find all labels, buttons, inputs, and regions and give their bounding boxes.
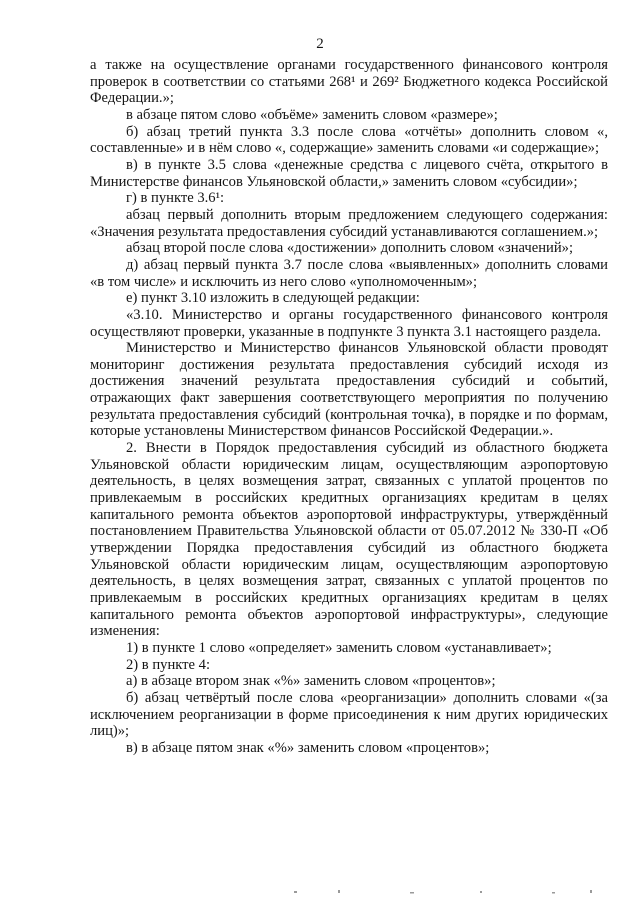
- paragraph: 2) в пункте 4:: [126, 656, 211, 673]
- paragraph: б) абзац четвёртый после слова «реорганизации» дополнить словами «(за исключением реорганизации в форме присоединения к ним других юридических лиц)»;: [90, 689, 608, 740]
- paragraph: в) в пункте 3.5 слова «денежные средства с лицевого счёта, открытого в Министерстве финансов Ульяновской области,» заменить словом «субсидии»;: [90, 156, 608, 190]
- paragraph: 1) в пункте 1 слово «определяет» заменить словом «устанавливает»;: [126, 639, 552, 656]
- paragraph: 2. Внести в Порядок предоставления субсидий из областного бюджета Ульяновской области юридическим лицам, осуществляющим аэропортовую деятельность, в целях возмещения затрат, связанных с уплатой процентов по привлекаемым в российских кредитных организациях кредитам в целях капитального ремонта объектов аэропортовой инфраструктуры, утверждённый постановлением Правительства Ульяновской области от 05.07.2012 № 330-П «Об утверждении Порядка предоставления субсидий из областного бюджета Ульяновской области юридическим лицам, осуществляющим аэропортовую деятельность, в целях возмещения затрат, связанных с уплатой процентов по привлекаемым в российских кредитных организациях кредитам в целях капитального ремонта объектов аэропортовой инфраструктуры», следующие изменения:: [90, 440, 608, 640]
- paragraph: абзац второй после слова «достижении» дополнить словом «значений»;: [126, 240, 574, 257]
- paragraph: «3.10. Министерство и органы государственного финансового контроля осуществляют проверки, указанные в подпункте 3 пункта 3.1 настоящего раздела.: [90, 306, 608, 340]
- paragraph: абзац первый дополнить вторым предложением следующего содержания: «Значения результата предоставления субсидий устанавливаются соглашением.»;: [90, 206, 608, 240]
- document-body: [90, 57, 608, 757]
- paragraph: а также на осуществление органами государственного финансового контроля проверок в соответствии со статьями 268¹ и 269² Бюджетного кодекса Российской Федерации.»;: [90, 57, 608, 107]
- paragraph: а) в абзаце втором знак «%» заменить словом «процентов»;: [126, 673, 496, 690]
- scan-artifact-marks: [290, 886, 610, 898]
- paragraph: д) абзац первый пункта 3.7 после слова «выявленных» дополнить словами «в том числе» и исключить из него слово «уполномоченным»;: [90, 256, 608, 290]
- paragraph: е) пункт 3.10 изложить в следующей редакции:: [126, 290, 420, 307]
- paragraph: г) в пункте 3.6¹:: [126, 190, 225, 207]
- paragraph: б) абзац третий пункта 3.3 после слова «отчёты» дополнить словом «, составленные» и в нём слово «, содержащие» заменить словами «и содержащие»;: [90, 123, 608, 157]
- page-number: 2: [316, 36, 324, 52]
- paragraph: в абзаце пятом слово «объёме» заменить словом «размере»;: [126, 106, 498, 123]
- paragraph: в) в абзаце пятом знак «%» заменить словом «процентов»;: [126, 739, 490, 756]
- paragraph: Министерство и Министерство финансов Ульяновской области проводят мониторинг достижения результата предоставления субсидий исходя из достижения значений результата предоставления субсидий и событий, отражающих факт завершения соответствующего мероприятия по получению результата предоставления субсидий (контрольная точка), в порядке и по формам, которые установлены Министерством финансов Российской Федерации.».: [90, 340, 608, 440]
